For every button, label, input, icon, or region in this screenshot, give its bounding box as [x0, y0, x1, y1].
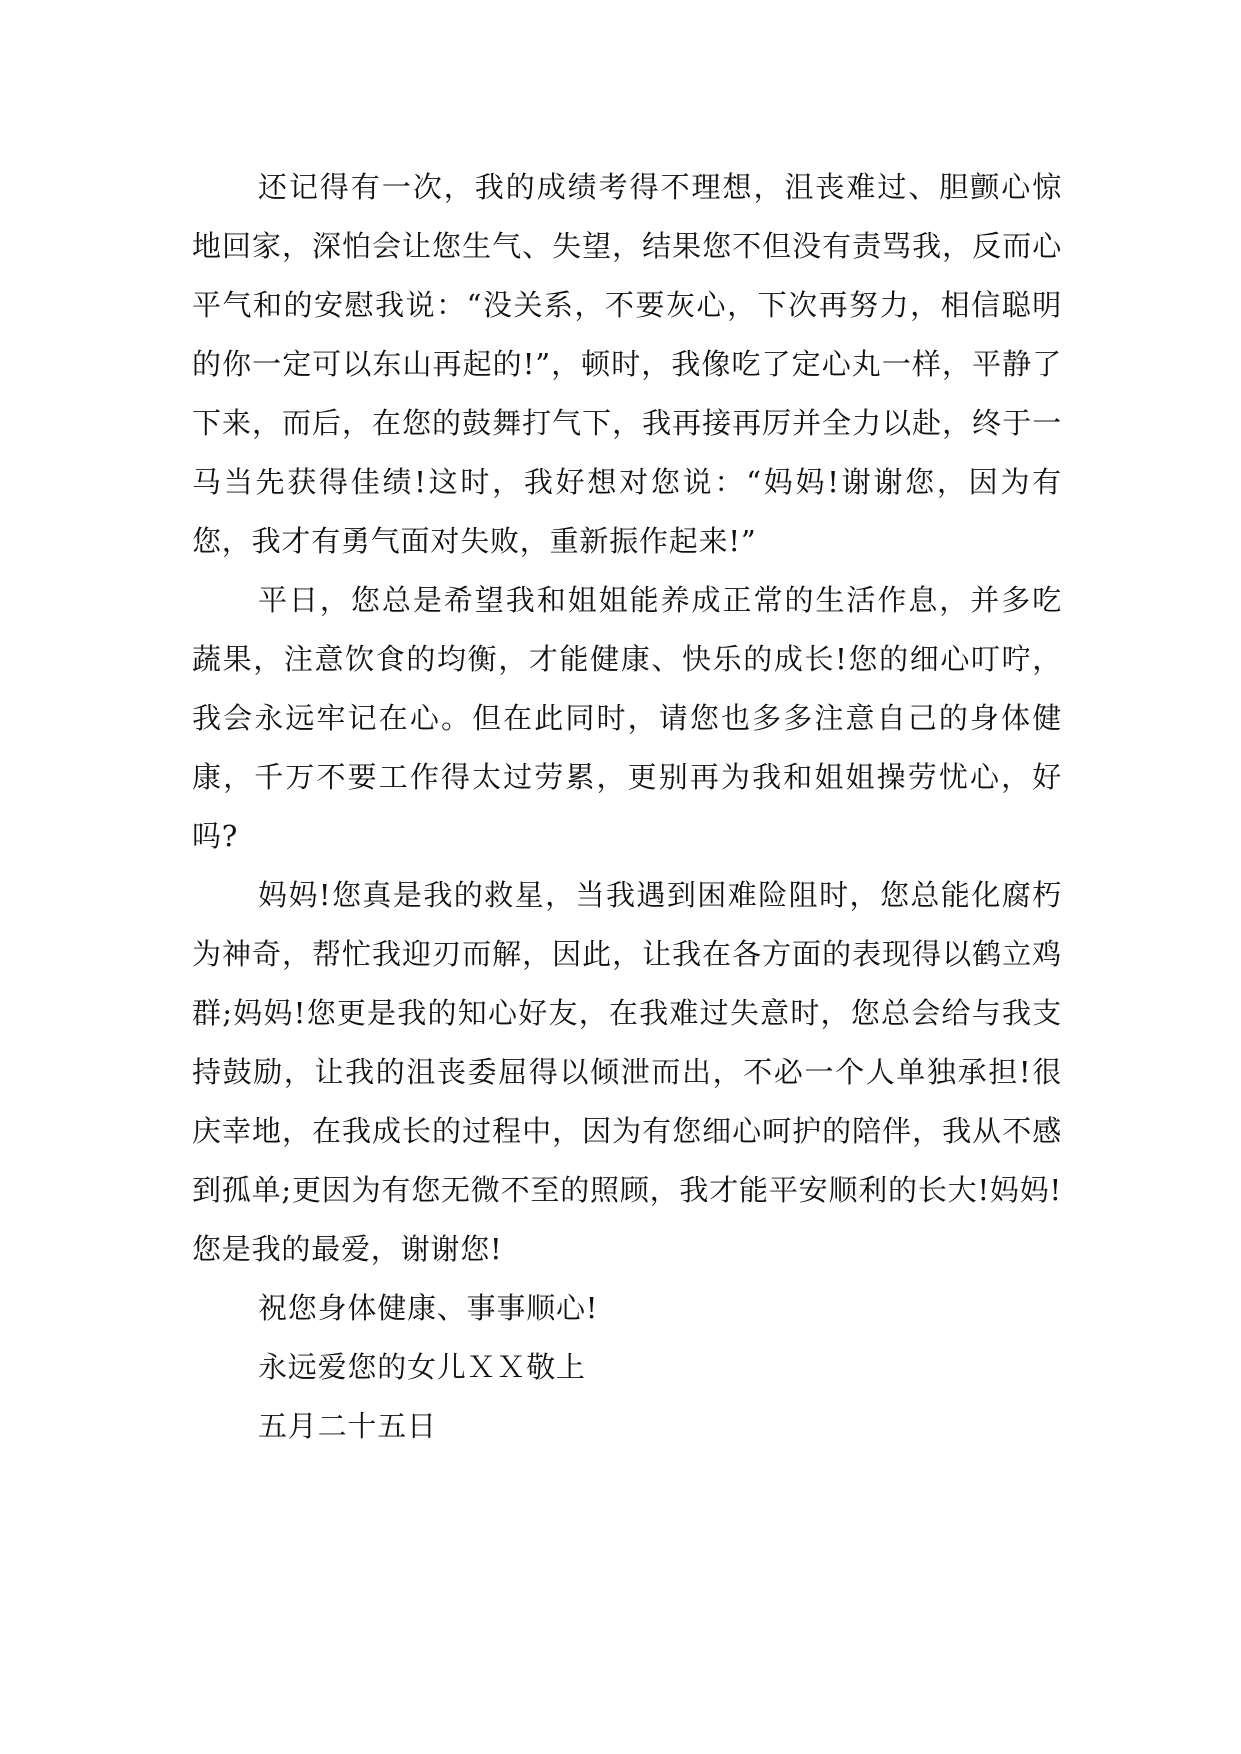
- date: 五月二十五日: [258, 1409, 437, 1443]
- closing-wish: 祝您身体健康、事事顺心!: [258, 1291, 599, 1325]
- signature: 永远爱您的女儿ＸＸ敬上: [258, 1350, 586, 1384]
- paragraph-daily-care: 平日，您总是希望我和姐姐能养成正常的生活作息，并多吃蔬果，注意饮食的均衡，才能健康、快乐的成长!您的细心叮咛，我会永远牢记在心。但在此同时，请您也多多注意自己的身体健康，千万不要工作得太过劳累，更别再为我和姐姐操劳忧心，好吗?: [192, 583, 1062, 853]
- paragraph-failed-exam: 还记得有一次，我的成绩考得不理想，沮丧难过、胆颤心惊地回家，深怕会让您生气、失望，结果您不但没有责骂我，反而心平气和的安慰我说：“没关系，不要灰心，下次再努力，相信聪明的你一定可以东山再起的!”，顿时，我像吃了定心丸一样，平静了下来，而后，在您的鼓舞打气下，我再接再厉并全力以赴，终于一 马当先获得佳绩!这时，我好想对您说：“妈妈!谢谢您，因为有您，我才有勇气面对失败，重新振作起来!”: [192, 170, 1062, 558]
- paragraph-gratitude: 妈妈!您真是我的救星，当我遇到困难险阻时，您总能化腐朽为神奇，帮忙我迎刃而解，因此，让我在各方面的表现得以鹤立鸡群;妈妈!您更是我的知心好友，在我难过失意时，您总会给与我支持鼓励，让我的沮丧委屈得以倾泄而出，不必一个人单独承担!很庆幸地，在我成长的过程中，因为有您细心呵护的陪伴，我从不感到孤单;更因为有您无微不至的照顾，我才能平安顺利的长大!妈妈!您是我的最爱，谢谢您!: [192, 878, 1062, 1266]
- letter-body: [192, 158, 1062, 1456]
